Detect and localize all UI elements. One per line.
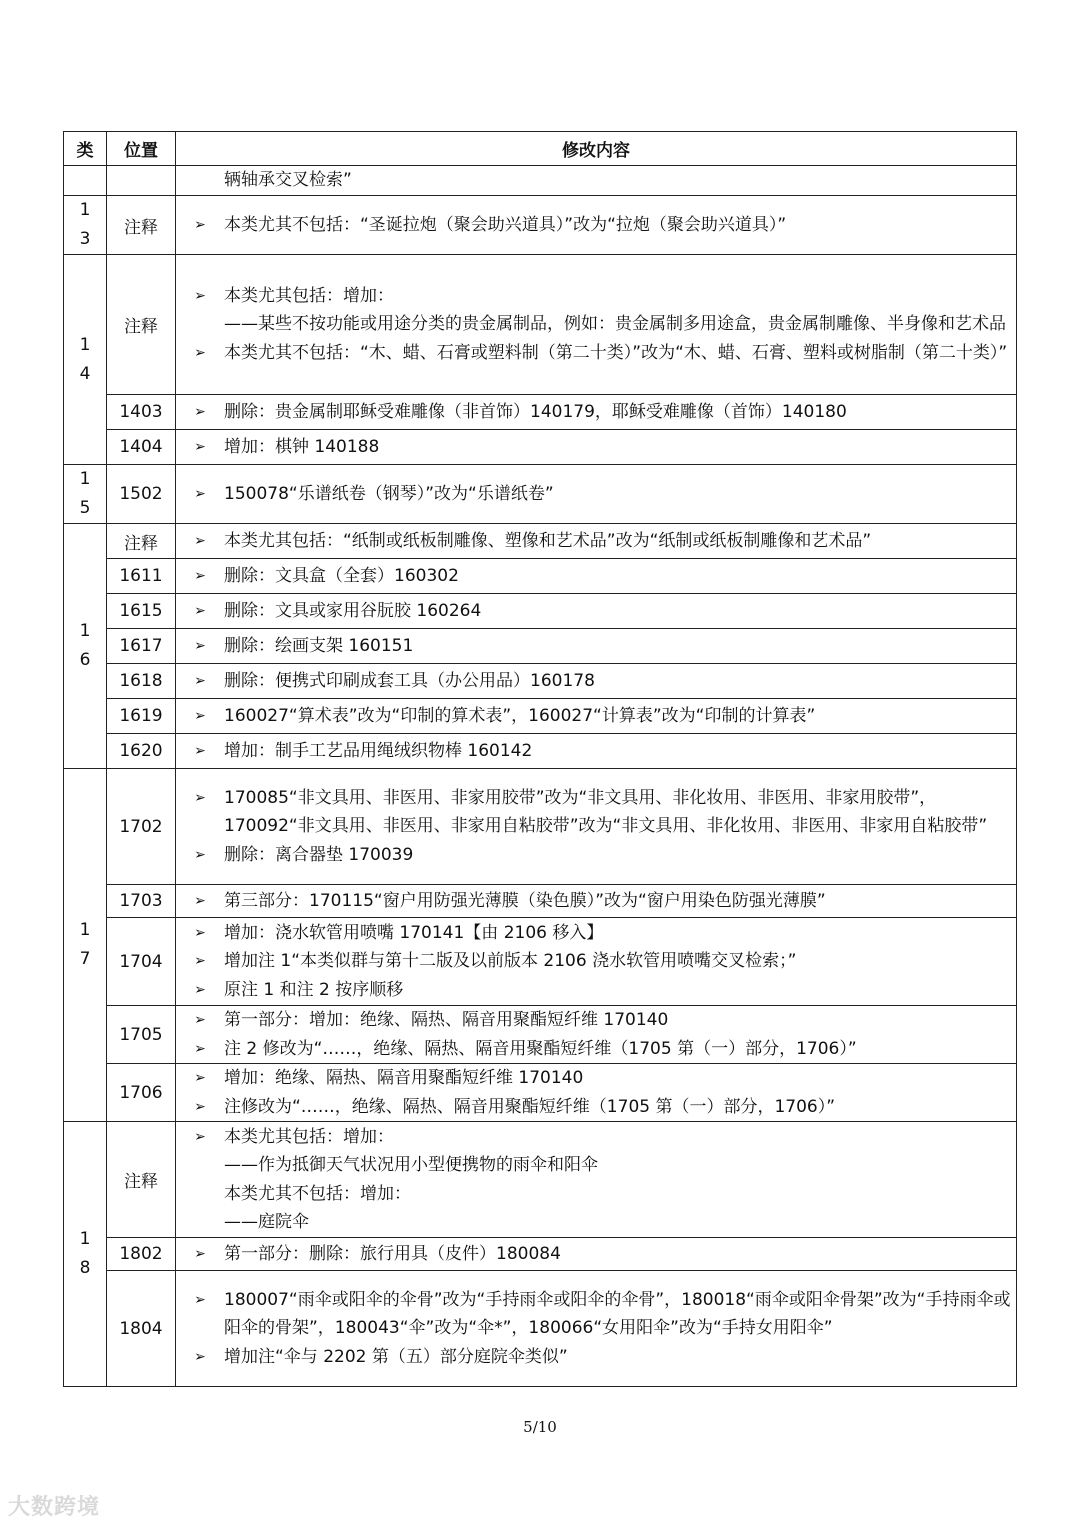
change-text: 增加：棋钟 140188 bbox=[224, 436, 380, 457]
content-cell bbox=[176, 1006, 1017, 1064]
table-row bbox=[64, 769, 1017, 885]
content-cell bbox=[176, 559, 1017, 594]
bullet-icon: ➢ bbox=[194, 1070, 206, 1086]
content-cell bbox=[176, 1238, 1017, 1271]
table-row bbox=[64, 664, 1017, 699]
position-cell: 1620 bbox=[107, 734, 176, 769]
table-row bbox=[64, 524, 1017, 559]
bullet-icon: ➢ bbox=[194, 707, 206, 724]
position-cell: 1702 bbox=[107, 769, 176, 885]
bullet-icon: ➢ bbox=[194, 602, 206, 619]
change-text: 第一部分：删除：旅行用具（皮件）180084 bbox=[224, 1243, 561, 1264]
class-cell: 1 6 bbox=[64, 524, 107, 769]
change-text: 删除：离合器垫 170039 bbox=[224, 844, 414, 865]
bullet-icon: ➢ bbox=[194, 846, 206, 863]
position-cell: 注释 bbox=[107, 255, 176, 395]
content-cell bbox=[176, 1064, 1017, 1122]
position-cell: 1611 bbox=[107, 559, 176, 594]
watermark-logo: 大数跨境 bbox=[8, 1495, 101, 1520]
position-cell: 1404 bbox=[107, 430, 176, 465]
bullet-icon: ➢ bbox=[194, 438, 206, 455]
change-text: 删除：文具盒（全套）160302 bbox=[224, 565, 459, 586]
position-cell: 1615 bbox=[107, 594, 176, 629]
content-cell bbox=[176, 430, 1017, 465]
content-cell bbox=[176, 734, 1017, 769]
changes-table bbox=[63, 131, 1017, 1387]
table-row bbox=[64, 196, 1017, 255]
table-row bbox=[64, 885, 1017, 918]
bullet-icon: ➢ bbox=[194, 637, 206, 654]
change-text: 本类尤其不包括：“木、蜡、石膏或塑料制（第二十类）”改为“木、蜡、石膏、塑料或树脂制（第二十类）” bbox=[224, 342, 1008, 363]
change-subtext: ——庭院伞 bbox=[224, 1212, 309, 1232]
bullet-icon: ➢ bbox=[194, 1348, 206, 1365]
header-content: 修改内容 bbox=[176, 132, 1017, 166]
change-text: 删除：文具或家用谷朊胶 160264 bbox=[224, 600, 482, 621]
change-subtext: 本类尤其不包括：增加： bbox=[224, 1183, 411, 1204]
position-cell: 1502 bbox=[107, 465, 176, 524]
content-cell bbox=[176, 1122, 1017, 1238]
bullet-icon: ➢ bbox=[194, 1291, 206, 1308]
bullet-icon: ➢ bbox=[194, 981, 206, 998]
change-text: 删除：贵金属制耶稣受难雕像（非首饰）140179，耶稣受难雕像（首饰）140180 bbox=[224, 401, 847, 422]
position-cell: 1704 bbox=[107, 918, 176, 1006]
bullet-icon: ➢ bbox=[194, 485, 206, 502]
content-cell bbox=[176, 885, 1017, 918]
content-cell bbox=[176, 918, 1017, 1006]
content-cell bbox=[176, 594, 1017, 629]
continuation-text: 辆轴承交叉检索” bbox=[224, 170, 352, 191]
change-text: 注 2 修改为“……，绝缘、隔热、隔音用聚酯短纤维（1705 第（一）部分，1706）” bbox=[224, 1038, 857, 1059]
position-cell: 注释 bbox=[107, 524, 176, 559]
position-cell: 1705 bbox=[107, 1006, 176, 1064]
table-row bbox=[64, 166, 1017, 196]
content-cell bbox=[176, 465, 1017, 524]
class-cell: 1 3 bbox=[64, 196, 107, 255]
class-cell bbox=[64, 166, 107, 196]
content-cell bbox=[176, 524, 1017, 559]
header-row bbox=[64, 132, 1017, 166]
table-row bbox=[64, 918, 1017, 1006]
table-row bbox=[64, 465, 1017, 524]
table-row bbox=[64, 1064, 1017, 1122]
content-cell bbox=[176, 395, 1017, 430]
class-cell: 1 7 bbox=[64, 769, 107, 1122]
change-text: 第一部分：增加：绝缘、隔热、隔音用聚酯短纤维 170140 bbox=[224, 1010, 669, 1030]
change-subtext: ——某些不按功能或用途分类的贵金属制品，例如：贵金属制多用途盒，贵金属制雕像、半身像和艺术品 bbox=[224, 314, 1006, 335]
bullet-icon: ➢ bbox=[194, 789, 206, 806]
content-cell bbox=[176, 769, 1017, 885]
change-text: 注修改为“……，绝缘、隔热、隔音用聚酯短纤维（1705 第（一）部分，1706）” bbox=[224, 1096, 836, 1117]
bullet-icon: ➢ bbox=[194, 1012, 206, 1028]
bullet-icon: ➢ bbox=[194, 953, 206, 970]
position-cell: 1804 bbox=[107, 1271, 176, 1387]
content-cell bbox=[176, 196, 1017, 255]
bullet-icon: ➢ bbox=[194, 344, 206, 361]
change-text: 本类尤其包括：“纸制或纸板制雕像、塑像和艺术品”改为“纸制或纸板制雕像和艺术品” bbox=[224, 530, 872, 551]
bullet-icon: ➢ bbox=[194, 1245, 206, 1262]
change-text: 本类尤其包括：增加： bbox=[224, 285, 394, 306]
position-cell: 1618 bbox=[107, 664, 176, 699]
content-cell bbox=[176, 166, 1017, 196]
class-cell: 1 4 bbox=[64, 255, 107, 465]
change-text: 删除：绘画支架 160151 bbox=[224, 635, 414, 656]
position-cell: 1703 bbox=[107, 885, 176, 918]
class-cell: 1 8 bbox=[64, 1122, 107, 1387]
change-text: 原注 1 和注 2 按序顺移 bbox=[224, 979, 404, 1000]
content-cell bbox=[176, 255, 1017, 395]
table-row bbox=[64, 255, 1017, 395]
bullet-icon: ➢ bbox=[194, 742, 206, 759]
content-cell bbox=[176, 664, 1017, 699]
table-row bbox=[64, 734, 1017, 769]
change-text: 第三部分：170115“窗户用防强光薄膜（染色膜）”改为“窗户用染色防强光薄膜” bbox=[224, 890, 826, 911]
change-text: 增加注 1“本类似群与第十二版及以前版本 2106 浇水软管用喷嘴交叉检索；” bbox=[224, 951, 797, 972]
change-text: 增加：绝缘、隔热、隔音用聚酯短纤维 170140 bbox=[224, 1068, 584, 1088]
bullet-icon: ➢ bbox=[194, 403, 206, 420]
table-row bbox=[64, 1122, 1017, 1238]
bullet-icon: ➢ bbox=[194, 1128, 206, 1145]
table-row bbox=[64, 559, 1017, 594]
position-cell: 注释 bbox=[107, 1122, 176, 1238]
position-cell: 1403 bbox=[107, 395, 176, 430]
position-cell: 1802 bbox=[107, 1238, 176, 1271]
bullet-icon: ➢ bbox=[194, 924, 206, 941]
bullet-icon: ➢ bbox=[194, 1098, 206, 1115]
bullet-icon: ➢ bbox=[194, 216, 206, 233]
table-row bbox=[64, 395, 1017, 430]
bullet-icon: ➢ bbox=[194, 532, 206, 549]
content-cell bbox=[176, 699, 1017, 734]
bullet-icon: ➢ bbox=[194, 892, 206, 909]
header-class: 类 bbox=[64, 132, 107, 166]
change-text: 150078“乐谱纸卷（钢琴）”改为“乐谱纸卷” bbox=[224, 483, 554, 504]
change-subtext: ——作为抵御天气状况用小型便携物的雨伞和阳伞 bbox=[224, 1155, 598, 1175]
position-cell: 1617 bbox=[107, 629, 176, 664]
bullet-icon: ➢ bbox=[194, 287, 206, 304]
position-cell: 1706 bbox=[107, 1064, 176, 1122]
page-number: 5/10 bbox=[523, 1418, 557, 1436]
position-cell bbox=[107, 166, 176, 196]
bullet-icon: ➢ bbox=[194, 1040, 206, 1057]
change-text: 增加：浇水软管用喷嘴 170141【由 2106 移入】 bbox=[224, 922, 604, 943]
table-row bbox=[64, 1238, 1017, 1271]
content-cell bbox=[176, 1271, 1017, 1387]
header-position: 位置 bbox=[107, 132, 176, 166]
position-cell: 注释 bbox=[107, 196, 176, 255]
table-row bbox=[64, 430, 1017, 465]
table-row bbox=[64, 1006, 1017, 1064]
change-text: 增加：制手工艺品用绳绒织物棒 160142 bbox=[224, 740, 533, 761]
change-text: 本类尤其包括：增加： bbox=[224, 1126, 394, 1147]
position-cell: 1619 bbox=[107, 699, 176, 734]
class-cell: 1 5 bbox=[64, 465, 107, 524]
change-text: 删除：便携式印刷成套工具（办公用品）160178 bbox=[224, 670, 595, 691]
change-text: 160027“算术表”改为“印制的算术表”，160027“计算表”改为“印制的计算表” bbox=[224, 705, 816, 726]
change-text: 180007“雨伞或阳伞的伞骨”改为“手持雨伞或阳伞的伞骨”，180018“雨伞或阳伞骨架”改为“手持雨伞或阳伞的骨架”，180043“伞”改为“伞*”，180066“女用阳伞”改为“手持女用阳伞” bbox=[224, 1289, 1011, 1339]
bullet-icon: ➢ bbox=[194, 672, 206, 689]
bullet-icon: ➢ bbox=[194, 567, 206, 584]
content-cell bbox=[176, 629, 1017, 664]
change-text: 170085“非文具用、非医用、非家用胶带”改为“非文具用、非化妆用、非医用、非家用胶带”，170092“非文具用、非医用、非家用自粘胶带”改为“非文具用、非化妆用、非医用、非家用自粘胶带” bbox=[224, 787, 988, 837]
change-text: 增加注“伞与 2202 第（五）部分庭院伞类似” bbox=[224, 1346, 568, 1367]
table-row bbox=[64, 629, 1017, 664]
table-row bbox=[64, 699, 1017, 734]
table-row bbox=[64, 594, 1017, 629]
change-text: 本类尤其不包括：“圣诞拉炮（聚会助兴道具）”改为“拉炮（聚会助兴道具）” bbox=[224, 214, 787, 235]
table-row bbox=[64, 1271, 1017, 1387]
